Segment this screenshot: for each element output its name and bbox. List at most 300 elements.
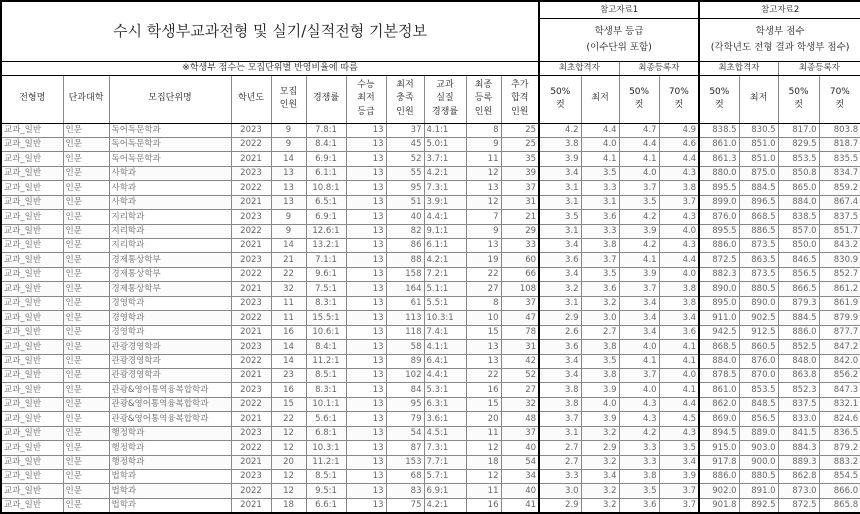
cell-year: 2021 xyxy=(231,152,271,166)
cell-ref2-first-min: 870.0 xyxy=(739,368,778,382)
cell-ref1-first-min: 3.9 xyxy=(581,412,619,426)
cell-ref1-final-50pct: 4.0 xyxy=(619,166,659,180)
cell-quota: 13 xyxy=(271,166,306,180)
cell-final-enrolled: 12 xyxy=(466,470,501,484)
cell-year: 2021 xyxy=(231,195,271,209)
cell-final-enrolled: 12 xyxy=(466,195,501,209)
cell-ref2-first-min: 873.5 xyxy=(739,239,778,253)
cell-ref1-first-min: 3.2 xyxy=(581,455,619,469)
cell-college: 인문 xyxy=(63,441,109,455)
cell-ref2-first-min: 880.5 xyxy=(739,470,778,484)
cell-additional-admits: 37 xyxy=(501,181,539,195)
cell-ref2-final-50pct: 846.5 xyxy=(778,253,819,267)
cell-ref1-first-50pct: 3.4 xyxy=(539,239,581,253)
cell-ref1-final-50pct: 4.3 xyxy=(619,412,659,426)
cell-competition-rate: 10.3:1 xyxy=(306,441,346,455)
cell-ref2-final-70pct: 830.9 xyxy=(819,253,860,267)
cell-ref1-final-70pct: 4.0 xyxy=(659,224,699,238)
cell-min-met-count: 83 xyxy=(386,484,424,498)
cell-year: 2023 xyxy=(231,296,271,310)
cell-ref2-first-min: 851.0 xyxy=(739,152,778,166)
table-row xyxy=(1,152,860,166)
cell-final-enrolled: 13 xyxy=(466,354,501,368)
cell-ref1-final-70pct: 4.1 xyxy=(659,340,699,354)
cell-track: 교과_일반 xyxy=(1,267,63,281)
cell-effective-rate: 5.0:1 xyxy=(424,137,466,151)
cell-min-met-count: 89 xyxy=(386,354,424,368)
cell-track: 교과_일반 xyxy=(1,354,63,368)
table-row xyxy=(1,368,860,382)
cell-ref1-final-70pct: 4.4 xyxy=(659,152,699,166)
cell-ref2-final-50pct: 850.8 xyxy=(778,166,819,180)
cell-additional-admits: 108 xyxy=(501,282,539,296)
cell-department: 경영학과 xyxy=(109,311,231,325)
cell-ref2-first-50pct: 911.0 xyxy=(699,311,739,325)
cell-csat-min-grade: 13 xyxy=(346,397,386,411)
cell-ref2-first-min: 903.0 xyxy=(739,441,778,455)
cell-quota: 9 xyxy=(271,123,306,137)
cell-additional-admits: 66 xyxy=(501,267,539,281)
cell-department: 법학과 xyxy=(109,484,231,498)
cell-competition-rate: 6.6:1 xyxy=(306,498,346,512)
cell-final-enrolled: 8 xyxy=(466,296,501,310)
cell-ref1-final-50pct: 4.1 xyxy=(619,354,659,368)
cell-competition-rate: 6.9:1 xyxy=(306,210,346,224)
cell-ref2-first-min: 876.0 xyxy=(739,354,778,368)
cell-min-met-count: 86 xyxy=(386,239,424,253)
col-header-effective-rate: 교과 실질 경쟁률 xyxy=(424,75,466,123)
cell-final-enrolled: 11 xyxy=(466,152,501,166)
cell-final-enrolled: 18 xyxy=(466,455,501,469)
cell-quota: 21 xyxy=(271,253,306,267)
table-row xyxy=(1,426,860,440)
cell-ref2-final-50pct: 853.5 xyxy=(778,152,819,166)
col-header-ref1-first-min: 최저 xyxy=(581,75,619,123)
cell-college: 인문 xyxy=(63,166,109,180)
cell-ref2-final-70pct: 837.5 xyxy=(819,210,860,224)
cell-effective-rate: 5.3:1 xyxy=(424,383,466,397)
cell-college: 인문 xyxy=(63,498,109,512)
cell-additional-admits: 40 xyxy=(501,484,539,498)
cell-year: 2022 xyxy=(231,354,271,368)
cell-competition-rate: 9.6:1 xyxy=(306,267,346,281)
cell-additional-admits: 32 xyxy=(501,397,539,411)
cell-ref2-final-50pct: 865.0 xyxy=(778,181,819,195)
cell-ref2-final-50pct: 848.0 xyxy=(778,354,819,368)
cell-final-enrolled: 15 xyxy=(466,397,501,411)
table-row xyxy=(1,340,860,354)
cell-ref1-final-50pct: 3.6 xyxy=(619,498,659,512)
cell-ref2-first-50pct: 861.0 xyxy=(699,383,739,397)
cell-min-met-count: 158 xyxy=(386,267,424,281)
cell-ref2-first-50pct: 878.5 xyxy=(699,368,739,382)
table-row xyxy=(1,181,860,195)
cell-ref1-first-min: 3.3 xyxy=(581,181,619,195)
cell-ref1-final-50pct: 3.5 xyxy=(619,484,659,498)
cell-ref2-first-min: 892.5 xyxy=(739,498,778,512)
cell-ref2-final-70pct: 843.2 xyxy=(819,239,860,253)
cell-college: 인문 xyxy=(63,340,109,354)
cell-ref1-first-min: 3.2 xyxy=(581,296,619,310)
cell-ref2-final-50pct: 862.8 xyxy=(778,470,819,484)
table-row xyxy=(1,311,860,325)
cell-ref2-first-50pct: 890.0 xyxy=(699,282,739,296)
cell-ref1-final-70pct: 3.9 xyxy=(659,470,699,484)
cell-competition-rate: 9.5:1 xyxy=(306,484,346,498)
cell-ref1-first-50pct: 2.6 xyxy=(539,325,581,339)
cell-effective-rate: 3.7:1 xyxy=(424,152,466,166)
cell-ref2-first-min: 868.5 xyxy=(739,210,778,224)
cell-ref2-final-70pct: 818.7 xyxy=(819,137,860,151)
cell-csat-min-grade: 13 xyxy=(346,210,386,224)
cell-college: 인문 xyxy=(63,484,109,498)
cell-college: 인문 xyxy=(63,325,109,339)
cell-department: 관광&영어통역융복합학과 xyxy=(109,412,231,426)
table-row xyxy=(1,253,860,267)
table-row xyxy=(1,484,860,498)
cell-ref1-first-min: 3.0 xyxy=(581,311,619,325)
table-body xyxy=(1,123,860,513)
cell-ref2-first-50pct: 901.8 xyxy=(699,498,739,512)
table-row xyxy=(1,239,860,253)
cell-ref1-final-70pct: 3.7 xyxy=(659,195,699,209)
cell-year: 2023 xyxy=(231,470,271,484)
cell-additional-admits: 42 xyxy=(501,354,539,368)
col-header-ref2-final-50pct: 50% 컷 xyxy=(778,75,819,123)
cell-ref1-first-min: 3.2 xyxy=(581,498,619,512)
cell-college: 인문 xyxy=(63,354,109,368)
cell-ref2-first-50pct: 895.5 xyxy=(699,224,739,238)
cell-ref2-first-min: 830.5 xyxy=(739,123,778,137)
cell-ref1-final-70pct: 4.1 xyxy=(659,354,699,368)
cell-year: 2021 xyxy=(231,239,271,253)
cell-year: 2022 xyxy=(231,484,271,498)
cell-department: 지리학과 xyxy=(109,210,231,224)
cell-college: 인문 xyxy=(63,383,109,397)
cell-college: 인문 xyxy=(63,210,109,224)
table-row xyxy=(1,455,860,469)
cell-competition-rate: 8.3:1 xyxy=(306,383,346,397)
ref2-final-enroll-header: 최종등록자 xyxy=(778,61,860,75)
table-row xyxy=(1,397,860,411)
cell-ref1-first-50pct: 3.1 xyxy=(539,426,581,440)
table-row xyxy=(1,470,860,484)
cell-ref1-first-min: 4.4 xyxy=(581,123,619,137)
cell-additional-admits: 37 xyxy=(501,426,539,440)
cell-min-met-count: 58 xyxy=(386,340,424,354)
cell-college: 인문 xyxy=(63,470,109,484)
cell-ref1-first-min: 3.3 xyxy=(581,224,619,238)
cell-competition-rate: 7.1:1 xyxy=(306,253,346,267)
cell-additional-admits: 47 xyxy=(501,311,539,325)
cell-ref1-final-50pct: 4.4 xyxy=(619,137,659,151)
table-row xyxy=(1,296,860,310)
cell-ref1-first-50pct: 3.4 xyxy=(539,368,581,382)
cell-ref1-final-70pct: 4.3 xyxy=(659,210,699,224)
col-header-additional-admits: 추가 합격 인원 xyxy=(501,75,539,123)
cell-ref1-first-50pct: 3.4 xyxy=(539,354,581,368)
cell-ref2-final-50pct: 850.0 xyxy=(778,239,819,253)
cell-track: 교과_일반 xyxy=(1,498,63,512)
cell-ref2-final-70pct: 861.9 xyxy=(819,296,860,310)
cell-track: 교과_일반 xyxy=(1,137,63,151)
cell-quota: 9 xyxy=(271,137,306,151)
cell-ref2-first-min: 851.0 xyxy=(739,137,778,151)
cell-ref2-final-70pct: 859.2 xyxy=(819,181,860,195)
cell-department: 독어독문학과 xyxy=(109,152,231,166)
cell-college: 인문 xyxy=(63,296,109,310)
cell-department: 관광&영어통역융복합학과 xyxy=(109,397,231,411)
cell-ref1-first-min: 3.9 xyxy=(581,383,619,397)
cell-ref1-first-50pct: 4.2 xyxy=(539,123,581,137)
cell-ref2-final-50pct: 829.5 xyxy=(778,137,819,151)
cell-effective-rate: 7.2:1 xyxy=(424,267,466,281)
table-row xyxy=(1,325,860,339)
cell-csat-min-grade: 13 xyxy=(346,253,386,267)
cell-year: 2023 xyxy=(231,340,271,354)
cell-track: 교과_일반 xyxy=(1,123,63,137)
cell-csat-min-grade: 13 xyxy=(346,311,386,325)
cell-csat-min-grade: 13 xyxy=(346,296,386,310)
cell-ref2-final-50pct: 884.0 xyxy=(778,195,819,209)
cell-ref1-final-70pct: 4.1 xyxy=(659,383,699,397)
cell-effective-rate: 7.3:1 xyxy=(424,181,466,195)
cell-ref1-final-50pct: 4.0 xyxy=(619,340,659,354)
cell-year: 2023 xyxy=(231,426,271,440)
table-row xyxy=(1,412,860,426)
cell-ref2-first-50pct: 895.5 xyxy=(699,181,739,195)
cell-ref2-final-70pct: 879.2 xyxy=(819,441,860,455)
cell-effective-rate: 7.3:1 xyxy=(424,441,466,455)
cell-ref1-first-min: 3.8 xyxy=(581,239,619,253)
ref1-line1: 학생부 등급 xyxy=(594,26,644,38)
cell-ref2-first-min: 896.5 xyxy=(739,195,778,209)
cell-ref1-final-50pct: 3.9 xyxy=(619,224,659,238)
cell-csat-min-grade: 13 xyxy=(346,137,386,151)
cell-effective-rate: 3.6:1 xyxy=(424,412,466,426)
cell-min-met-count: 87 xyxy=(386,441,424,455)
col-header-ref1-final-50pct: 50% 컷 xyxy=(619,75,659,123)
cell-ref2-first-min: 912.5 xyxy=(739,325,778,339)
cell-ref1-final-50pct: 4.3 xyxy=(619,397,659,411)
cell-competition-rate: 6.8:1 xyxy=(306,426,346,440)
cell-department: 행정학과 xyxy=(109,455,231,469)
cell-ref2-first-50pct: 862.0 xyxy=(699,397,739,411)
cell-department: 경제통상학부 xyxy=(109,253,231,267)
cell-competition-rate: 8.5:1 xyxy=(306,368,346,382)
cell-ref2-first-min: 891.0 xyxy=(739,484,778,498)
cell-quota: 20 xyxy=(271,455,306,469)
page-title: 수시 학생부교과전형 및 실기/실적전형 기본정보 xyxy=(1,1,539,61)
cell-competition-rate: 10.8:1 xyxy=(306,181,346,195)
cell-ref1-first-50pct: 2.7 xyxy=(539,441,581,455)
cell-college: 인문 xyxy=(63,426,109,440)
cell-ref1-final-70pct: 3.6 xyxy=(659,325,699,339)
cell-effective-rate: 7.7:1 xyxy=(424,455,466,469)
table-row xyxy=(1,166,860,180)
cell-track: 교과_일반 xyxy=(1,224,63,238)
table-row xyxy=(1,441,860,455)
cell-department: 지리학과 xyxy=(109,239,231,253)
cell-csat-min-grade: 13 xyxy=(346,195,386,209)
cell-additional-admits: 52 xyxy=(501,368,539,382)
col-header-track: 전형명 xyxy=(1,75,63,123)
cell-ref1-final-50pct: 3.7 xyxy=(619,181,659,195)
cell-ref1-final-70pct: 3.4 xyxy=(659,311,699,325)
cell-track: 교과_일반 xyxy=(1,210,63,224)
cell-ref1-first-50pct: 3.6 xyxy=(539,340,581,354)
cell-quota: 12 xyxy=(271,484,306,498)
cell-track: 교과_일반 xyxy=(1,383,63,397)
cell-ref2-final-70pct: 803.8 xyxy=(819,123,860,137)
cell-year: 2022 xyxy=(231,224,271,238)
cell-competition-rate: 8.4:1 xyxy=(306,137,346,151)
cell-ref2-first-50pct: 868.5 xyxy=(699,340,739,354)
cell-ref2-first-min: 902.5 xyxy=(739,311,778,325)
cell-ref2-final-50pct: 856.5 xyxy=(778,267,819,281)
cell-ref1-final-50pct: 3.9 xyxy=(619,267,659,281)
cell-college: 인문 xyxy=(63,282,109,296)
cell-csat-min-grade: 13 xyxy=(346,340,386,354)
cell-effective-rate: 6.4:1 xyxy=(424,354,466,368)
cell-competition-rate: 6.1:1 xyxy=(306,166,346,180)
cell-ref2-first-min: 863.5 xyxy=(739,253,778,267)
cell-competition-rate: 10.1:1 xyxy=(306,397,346,411)
cell-ref2-first-50pct: 880.0 xyxy=(699,166,739,180)
cell-min-met-count: 52 xyxy=(386,152,424,166)
cell-track: 교과_일반 xyxy=(1,152,63,166)
cell-ref2-first-50pct: 869.0 xyxy=(699,412,739,426)
cell-quota: 14 xyxy=(271,239,306,253)
col-header-competition-rate: 경쟁률 xyxy=(306,75,346,123)
cell-ref2-first-50pct: 915.0 xyxy=(699,441,739,455)
cell-college: 인문 xyxy=(63,267,109,281)
cell-ref2-first-min: 875.0 xyxy=(739,166,778,180)
cell-college: 인문 xyxy=(63,239,109,253)
cell-ref1-first-min: 3.6 xyxy=(581,210,619,224)
cell-department: 행정학과 xyxy=(109,441,231,455)
cell-additional-admits: 29 xyxy=(501,224,539,238)
cell-year: 2022 xyxy=(231,311,271,325)
cell-ref1-first-50pct: 3.6 xyxy=(539,253,581,267)
cell-year: 2022 xyxy=(231,137,271,151)
cell-year: 2023 xyxy=(231,123,271,137)
cell-ref1-final-50pct: 3.4 xyxy=(619,325,659,339)
cell-effective-rate: 6.3:1 xyxy=(424,397,466,411)
col-header-ref2-first-50pct: 50% 컷 xyxy=(699,75,739,123)
cell-min-met-count: 88 xyxy=(386,253,424,267)
cell-department: 사학과 xyxy=(109,166,231,180)
cell-min-met-count: 40 xyxy=(386,210,424,224)
cell-year: 2023 xyxy=(231,253,271,267)
cell-track: 교과_일반 xyxy=(1,441,63,455)
cell-final-enrolled: 13 xyxy=(466,181,501,195)
cell-effective-rate: 4.4:1 xyxy=(424,368,466,382)
cell-csat-min-grade: 13 xyxy=(346,441,386,455)
cell-quota: 12 xyxy=(271,470,306,484)
cell-quota: 32 xyxy=(271,282,306,296)
cell-ref1-first-min: 3.6 xyxy=(581,282,619,296)
table-row xyxy=(1,224,860,238)
ref2-label: 참고자료2 xyxy=(699,1,860,18)
cell-year: 2022 xyxy=(231,267,271,281)
cell-ref1-first-min: 3.5 xyxy=(581,166,619,180)
cell-college: 인문 xyxy=(63,123,109,137)
cell-min-met-count: 118 xyxy=(386,325,424,339)
col-header-ref2-final-70pct: 70% 컷 xyxy=(819,75,860,123)
cell-competition-rate: 6.5:1 xyxy=(306,195,346,209)
cell-effective-rate: 5.7:1 xyxy=(424,470,466,484)
cell-track: 교과_일반 xyxy=(1,368,63,382)
cell-ref1-final-70pct: 4.6 xyxy=(659,137,699,151)
cell-quota: 14 xyxy=(271,340,306,354)
cell-quota: 11 xyxy=(271,296,306,310)
cell-college: 인문 xyxy=(63,181,109,195)
cell-department: 법학과 xyxy=(109,498,231,512)
cell-additional-admits: 31 xyxy=(501,340,539,354)
cell-ref2-first-50pct: 895.0 xyxy=(699,296,739,310)
cell-min-met-count: 79 xyxy=(386,412,424,426)
ref2-description xyxy=(699,18,860,61)
cell-additional-admits: 34 xyxy=(501,470,539,484)
cell-ref2-final-70pct: 847.3 xyxy=(819,383,860,397)
cell-ref2-final-70pct: 835.5 xyxy=(819,152,860,166)
cell-department: 사학과 xyxy=(109,181,231,195)
cell-ref2-first-min: 890.0 xyxy=(739,296,778,310)
cell-ref2-final-70pct: 856.2 xyxy=(819,368,860,382)
cell-department: 관광&영어통역융복합학과 xyxy=(109,383,231,397)
cell-csat-min-grade: 13 xyxy=(346,354,386,368)
cell-college: 인문 xyxy=(63,412,109,426)
cell-ref1-first-50pct: 3.5 xyxy=(539,210,581,224)
cell-min-met-count: 82 xyxy=(386,224,424,238)
cell-track: 교과_일반 xyxy=(1,166,63,180)
cell-college: 인문 xyxy=(63,152,109,166)
cell-ref2-first-min: 889.0 xyxy=(739,426,778,440)
cell-ref2-first-min: 860.5 xyxy=(739,340,778,354)
cell-college: 인문 xyxy=(63,368,109,382)
cell-additional-admits: 60 xyxy=(501,253,539,267)
cell-quota: 11 xyxy=(271,311,306,325)
cell-quota: 16 xyxy=(271,383,306,397)
cell-csat-min-grade: 13 xyxy=(346,470,386,484)
cell-final-enrolled: 13 xyxy=(466,340,501,354)
cell-ref1-final-70pct: 3.4 xyxy=(659,455,699,469)
cell-ref1-first-min: 3.4 xyxy=(581,470,619,484)
cell-quota: 13 xyxy=(271,195,306,209)
cell-csat-min-grade: 13 xyxy=(346,239,386,253)
cell-ref2-final-70pct: 842.0 xyxy=(819,354,860,368)
cell-csat-min-grade: 13 xyxy=(346,282,386,296)
cell-year: 2022 xyxy=(231,397,271,411)
cell-effective-rate: 3.9:1 xyxy=(424,195,466,209)
cell-additional-admits: 27 xyxy=(501,383,539,397)
cell-ref1-first-50pct: 3.8 xyxy=(539,383,581,397)
cell-ref2-first-50pct: 861.3 xyxy=(699,152,739,166)
cell-effective-rate: 4.2:1 xyxy=(424,253,466,267)
cell-ref2-final-50pct: 863.8 xyxy=(778,368,819,382)
cell-ref2-first-min: 884.5 xyxy=(739,181,778,195)
cell-ref1-first-min: 4.0 xyxy=(581,397,619,411)
cell-ref2-first-50pct: 894.5 xyxy=(699,426,739,440)
cell-ref1-first-min: 3.7 xyxy=(581,253,619,267)
cell-ref1-first-50pct: 2.9 xyxy=(539,498,581,512)
cell-additional-admits: 40 xyxy=(501,441,539,455)
cell-track: 교과_일반 xyxy=(1,412,63,426)
cell-track: 교과_일반 xyxy=(1,484,63,498)
cell-ref1-final-50pct: 4.2 xyxy=(619,426,659,440)
cell-competition-rate: 10.6:1 xyxy=(306,325,346,339)
